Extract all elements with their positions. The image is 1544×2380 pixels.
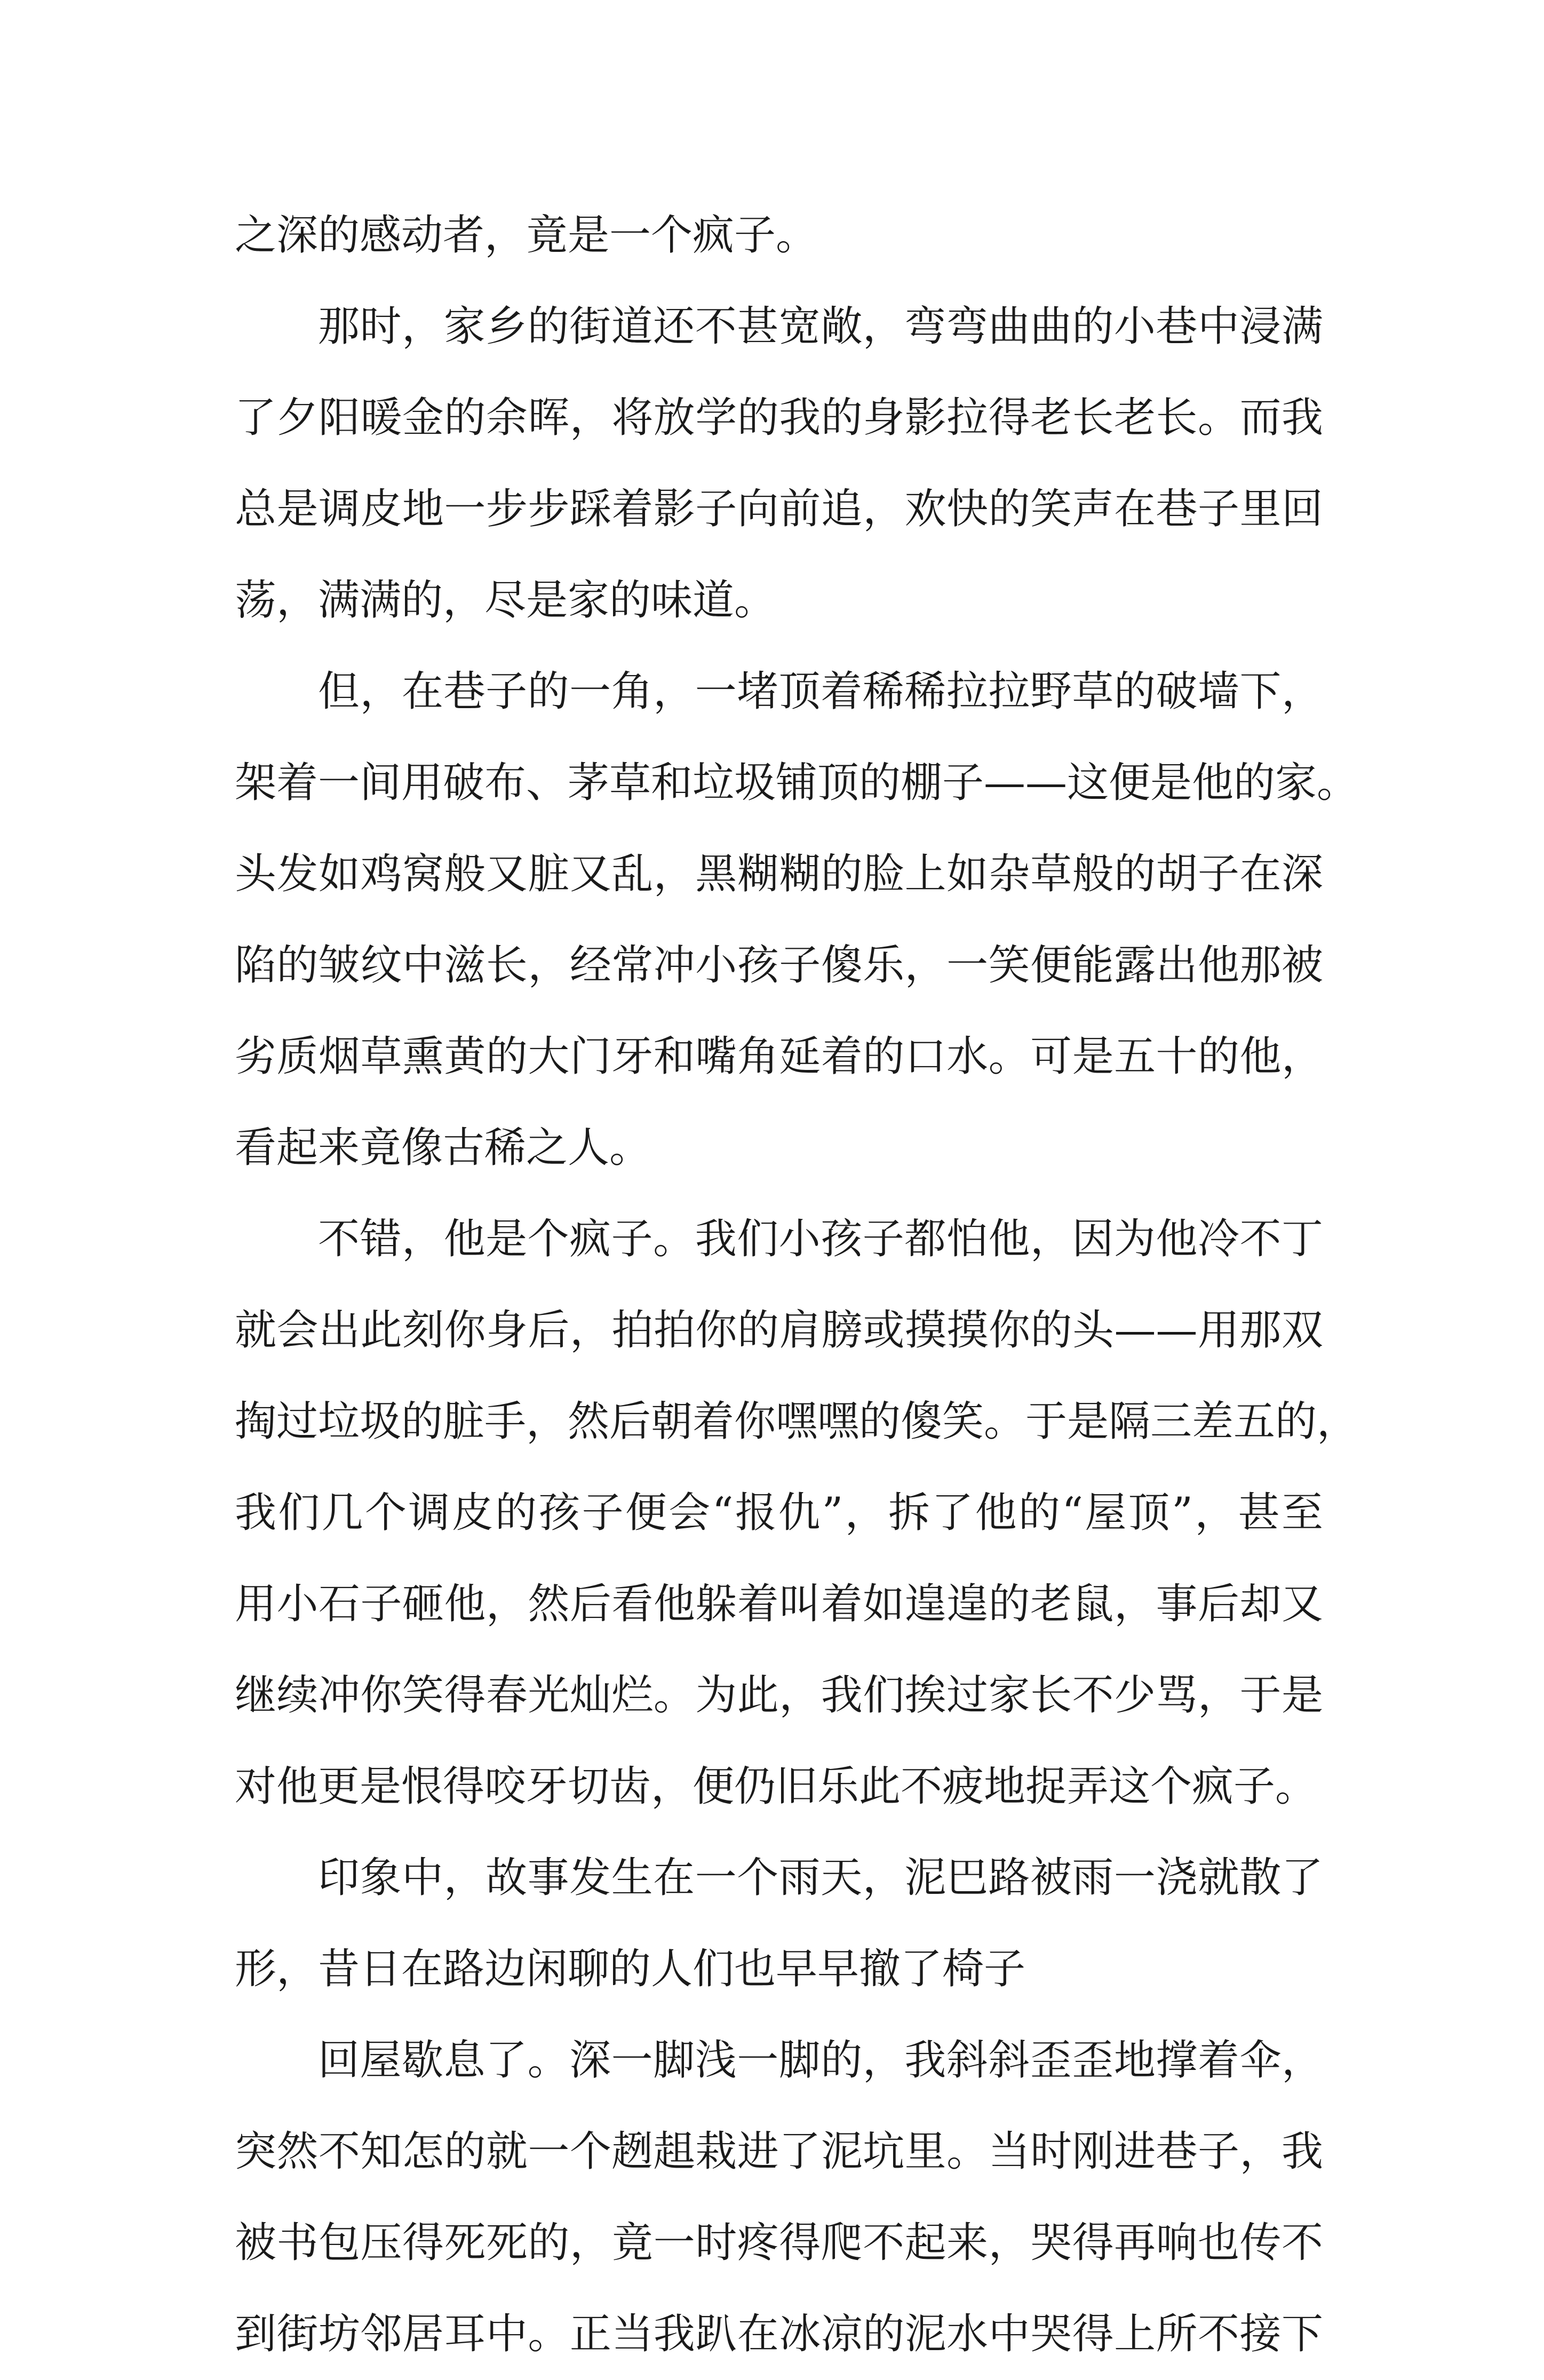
text-line: 回屋歇息了。深一脚浅一脚的，我斜斜歪歪地撑着伞， bbox=[318, 2036, 1323, 2084]
text-line: 了夕阳暖金的余晖，将放学的我的身影拉得老长老长。而我 bbox=[235, 394, 1323, 442]
text-line: 用小石子砸他，然后看他躲着叫着如遑遑的老鼠，事后却又 bbox=[235, 1580, 1323, 1628]
text-line: 被书包压得死死的，竟一时疼得爬不起来，哭得再响也传不 bbox=[235, 2219, 1323, 2267]
text-line: 就会出此刻你身后，拍拍你的肩膀或摸摸你的头——用那双 bbox=[235, 1306, 1323, 1354]
text-line: 突然不知怎的就一个趔趄栽进了泥坑里。当时刚进巷子，我 bbox=[235, 2128, 1323, 2176]
text-line: 总是调皮地一步步踩着影子向前追，欢快的笑声在巷子里回 bbox=[235, 485, 1323, 533]
text-line: 我们几个调皮的孩子便会“报仇”，拆了他的“屋顶”，甚至 bbox=[235, 1489, 1323, 1537]
text-line: 架着一间用破布、茅草和垃圾铺顶的棚子——这便是他的家。 bbox=[235, 759, 1359, 807]
text-line: 那时，家乡的街道还不甚宽敞，弯弯曲曲的小巷中浸满 bbox=[318, 303, 1323, 351]
text-line: 继续冲你笑得春光灿烂。为此，我们挨过家长不少骂，于是 bbox=[235, 1671, 1323, 1719]
text-line: 陷的皱纹中滋长，经常冲小孩子傻乐，一笑便能露出他那被 bbox=[235, 941, 1323, 989]
text-line: 对他更是恨得咬牙切齿，便仍旧乐此不疲地捉弄这个疯子。 bbox=[235, 1763, 1317, 1811]
text-line: 印象中，故事发生在一个雨天，泥巴路被雨一浇就散了 bbox=[318, 1854, 1323, 1902]
text-line: 不错，他是个疯子。我们小孩子都怕他，因为他冷不丁 bbox=[318, 1215, 1323, 1263]
text-line: 劣质烟草熏黄的大门牙和嘴角延着的口水。可是五十的他， bbox=[235, 1033, 1323, 1081]
text-line: 之深的感动者，竟是一个疯子。 bbox=[235, 211, 818, 259]
text-line: 掏过垃圾的脏手，然后朝着你嘿嘿的傻笑。于是隔三差五的， bbox=[235, 1398, 1359, 1446]
text-line: 头发如鸡窝般又脏又乱，黑糊糊的脸上如杂草般的胡子在深 bbox=[235, 850, 1323, 898]
text-line: 看起来竟像古稀之人。 bbox=[235, 1124, 651, 1172]
text-line: 荡，满满的，尽是家的味道。 bbox=[235, 576, 776, 624]
body-text bbox=[235, 190, 1359, 2380]
text-line: 但，在巷子的一角，一堵顶着稀稀拉拉野草的破墙下， bbox=[318, 668, 1323, 716]
text-line: 到街坊邻居耳中。正当我趴在冰凉的泥水中哭得上所不接下 bbox=[235, 2310, 1323, 2358]
text-line: 形，昔日在路边闲聊的人们也早早撤了椅子 bbox=[235, 1945, 1026, 1993]
